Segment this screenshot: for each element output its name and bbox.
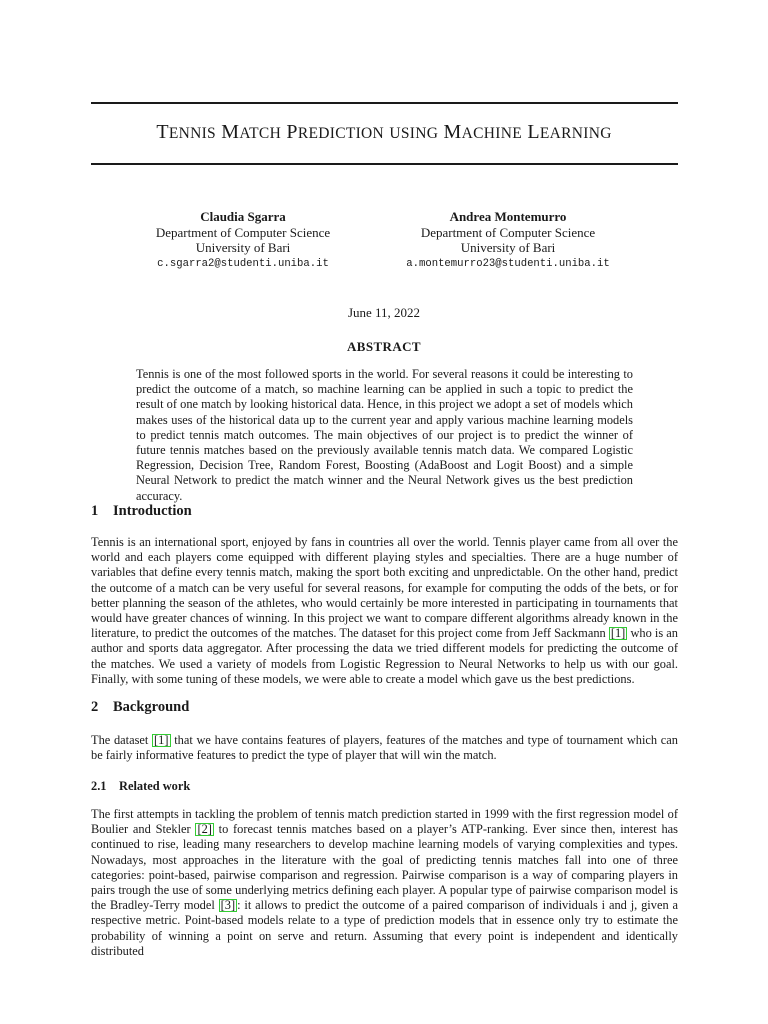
paper-date: June 11, 2022 [347, 305, 421, 320]
author-name: Claudia Sgarra [200, 209, 286, 224]
title-word: MACHINE [443, 121, 522, 143]
title-word: USING [389, 125, 439, 142]
citation-link[interactable]: [1] [154, 733, 169, 747]
introduction-paragraph: Tennis is an international sport, enjoyed by fans in countries all over the world. Tennis player came from all over the world and each players come equipped with different playing styles and specialties. There are a huge number of variables that define every tennis match, making the sport both exciting and unpredictable. On the other hand, predict the outcome of a match can be very useful for several reasons, for example for computing the odds of the bets, or for better planning the season of the athletes, who would certainly be more interested in participating in tournaments that would have greater chances of winning. In this project we want to compare different algorithms already known in the literature, to predict the outcomes of the matches. The dataset for this project come from Jeff Sackmann [1] who is an author and sports data aggregator. After processing the data we tried different models for predicting the outcome of the matches. We used a variety of models from Logistic Regression to Neural Networks to help us with our goal. Finally, with some tuning of these models, we were able to create a model which gave us the best predictions. [91, 535, 679, 686]
title-rule-bottom [91, 163, 678, 165]
title-word: MATCH [221, 121, 282, 143]
section-number: 1 [91, 503, 99, 519]
subsection-title: Related work [119, 779, 191, 793]
background-paragraph: The dataset [1] that we have contains features of players, features of the matches and type of tournament which can be fairly informative features to predict the type of player that will win the match. [91, 733, 678, 763]
author-department: Department of Computer Science [155, 224, 331, 240]
citation-link[interactable]: [1] [610, 626, 626, 641]
section-number: 2 [91, 699, 99, 715]
section-title: Background [113, 699, 190, 715]
citation-link[interactable]: [2] [197, 822, 212, 837]
section-title: Introduction [113, 503, 192, 519]
author-block [113, 209, 373, 272]
section-heading-introduction [91, 503, 192, 520]
title-word: TENNIS [156, 121, 216, 143]
author-affiliation: University of Bari [460, 240, 556, 255]
subsection-number: 2.1 [91, 779, 107, 793]
author-affiliation: University of Bari [195, 240, 291, 255]
title-word: LEARNING [527, 121, 612, 143]
author-name: Andrea Montemurro [449, 209, 567, 224]
title-word: PREDICTION [286, 121, 385, 143]
abstract-heading: ABSTRACT [347, 339, 421, 354]
subsection-heading-related-work [91, 779, 190, 794]
author-department: Department of Computer Science [420, 224, 596, 240]
author-email[interactable]: c.sgarra2@studenti.uniba.it [157, 257, 329, 270]
paper-title [60, 121, 708, 144]
abstract-text: Tennis is one of the most followed sports in the world. For several reasons it could be interesting to predict the outcome of a match, so machine learning can be applied in such a topic to predict the result of one match by looking historical data. Hence, in this project we adopt a set of models which makes uses of the historical data up to the current year and apply various machine learning models to predict tennis match outcomes. The main objectives of our project is to predict the winner of future tennis matches based on the previously available tennis match data. We compared Logistic Regression, Decision Tree, Random Forest, Boosting (AdaBoost and Logit Boost) and a simple Neural Network to predict the match winner and the Neural Network gives us the best prediction accuracy. [136, 367, 633, 503]
author-email[interactable]: a.montemurro23@studenti.uniba.it [406, 257, 610, 270]
author-block [378, 209, 638, 272]
related-work-paragraph: The first attempts in tackling the problem of tennis match prediction started in 1999 with the first regression model of Boulier and Stekler [2] to forecast tennis matches based on a player’s ATP-ranking. Ever since then, interest has continued to rise, leading many researchers to develop machine learning models of varying complexities and types. Nowadays, most approaches in the literature with the goal of predicting tennis matches fall into one of three categories: point-based, pairwise comparison and regression. Pairwise comparison is a way of comparing players in pairs trough the use of some underlying metrics defining each player. A popular type of pairwise comparison model is the Bradley-Terry model [3] : it allows to predict the outcome of a paired comparison of individuals i and j, given a respective metric. Point-based models relate to a type of prediction models that in essence only try to estimate the probability of winning a point on serve and return. Assuming that every point is independent and identically distributed [91, 807, 678, 958]
title-rule-top [91, 102, 678, 104]
section-heading-background [91, 699, 189, 716]
citation-link[interactable]: [3] [220, 898, 236, 913]
